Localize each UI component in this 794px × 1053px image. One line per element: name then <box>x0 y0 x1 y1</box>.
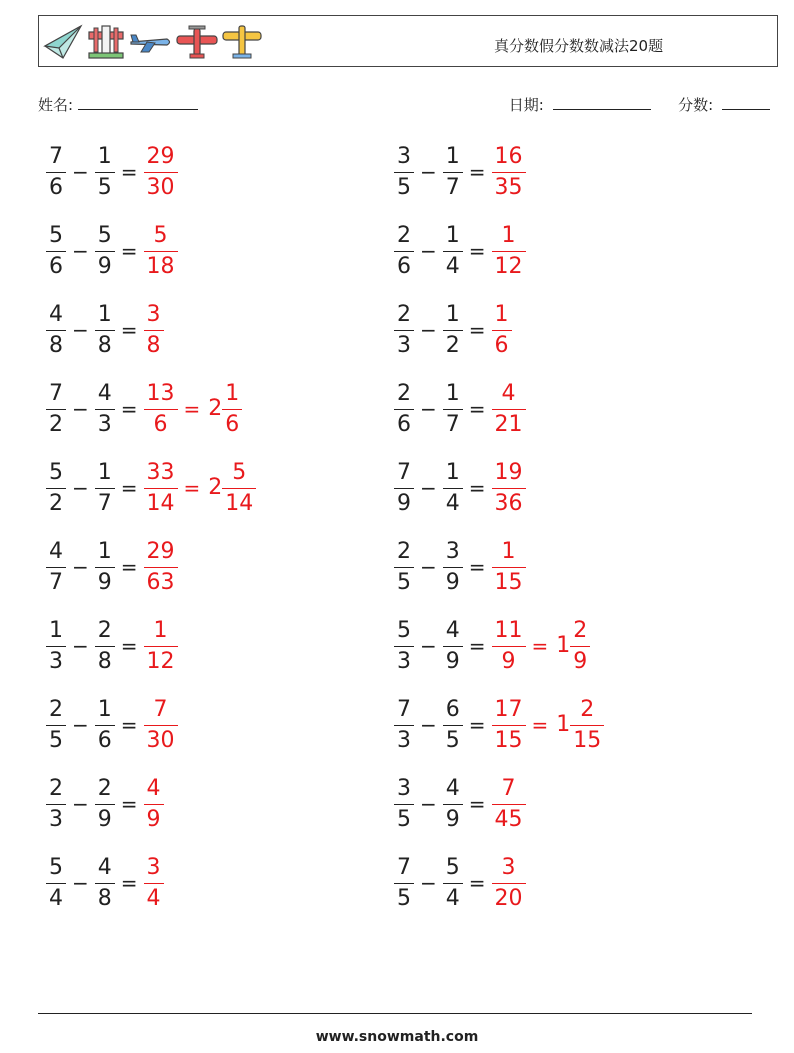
minuend-fraction <box>394 301 414 360</box>
subtrahend-fraction-numerator: 1 <box>445 460 460 485</box>
answer-fraction <box>492 538 526 597</box>
minuend-fraction-denominator: 6 <box>49 175 63 200</box>
subtrahend-fraction-denominator: 3 <box>97 412 112 437</box>
equals-sign: = <box>468 555 486 579</box>
minuend-fraction-denominator: 5 <box>397 807 411 832</box>
subtrahend-fraction <box>95 696 115 755</box>
subtrahend-fraction-numerator: 1 <box>97 144 112 169</box>
answer-fraction <box>144 459 178 518</box>
answer-fraction <box>144 854 164 913</box>
equals-sign: = <box>120 555 138 579</box>
subtrahend-fraction-numerator: 4 <box>445 618 460 643</box>
subtrahend-fraction <box>95 775 115 834</box>
subtrahend-fraction-denominator: 5 <box>97 175 112 200</box>
answer-fraction-denominator: 9 <box>146 807 161 832</box>
equals-sign: = <box>120 713 138 737</box>
minuend-fraction-denominator: 3 <box>397 728 411 753</box>
answer-fraction-numerator: 29 <box>146 539 175 564</box>
equals-sign: = <box>120 318 138 342</box>
answer-fraction-numerator: 4 <box>146 776 161 801</box>
minus-sign: − <box>72 318 89 342</box>
score-label: 分数: <box>678 96 714 114</box>
mixed-whole-number: 1 <box>556 633 571 658</box>
mixed-fraction-denominator: 9 <box>573 649 588 674</box>
answer-fraction <box>492 459 526 518</box>
answer-fraction-numerator: 7 <box>501 776 516 801</box>
answer-fraction-denominator: 12 <box>146 649 175 674</box>
answer-fraction-denominator: 6 <box>153 412 168 437</box>
minus-sign: − <box>420 318 437 342</box>
minuend-fraction-numerator: 2 <box>397 539 411 564</box>
answer-fraction <box>492 775 526 834</box>
minus-sign: − <box>72 792 89 816</box>
subtrahend-fraction-numerator: 6 <box>445 697 460 722</box>
problem-row <box>394 775 734 854</box>
minuend-fraction-numerator: 7 <box>49 144 63 169</box>
footer-divider <box>38 1013 752 1014</box>
problem-row <box>46 538 386 617</box>
minuend-fraction <box>394 538 414 597</box>
answer-fraction-numerator: 5 <box>153 223 168 248</box>
mixed-whole-number: 2 <box>208 396 223 421</box>
equals-sign: = <box>120 871 138 895</box>
answer-fraction <box>144 696 178 755</box>
mixed-fraction-numerator: 2 <box>573 618 588 643</box>
answer-fraction-denominator: 14 <box>146 491 175 516</box>
answer-fraction-numerator: 29 <box>146 144 175 169</box>
minuend-fraction-numerator: 7 <box>397 855 411 880</box>
minuend-fraction-denominator: 5 <box>397 570 411 595</box>
answer-fraction-denominator: 8 <box>146 333 161 358</box>
answer-fraction-numerator: 33 <box>146 460 175 485</box>
subtrahend-fraction <box>443 538 463 597</box>
mixed-fraction <box>570 696 604 755</box>
answer-fraction-numerator: 1 <box>153 618 168 643</box>
problem-column-left <box>46 143 386 933</box>
subtrahend-fraction-denominator: 4 <box>445 886 460 911</box>
answer-fraction-denominator: 30 <box>146 728 175 753</box>
problem-row <box>394 538 734 617</box>
problem-row <box>394 301 734 380</box>
subtrahend-fraction-denominator: 9 <box>97 807 112 832</box>
minuend-fraction <box>394 617 414 676</box>
minus-sign: − <box>72 634 89 658</box>
answer-fraction-denominator: 45 <box>494 807 523 832</box>
answer-fraction <box>492 301 512 360</box>
propeller-plane-icon <box>175 22 219 62</box>
minuend-fraction-denominator: 7 <box>49 570 63 595</box>
mixed-fraction-denominator: 15 <box>573 728 602 753</box>
problem-row <box>46 854 386 933</box>
minus-sign: − <box>420 634 437 658</box>
mixed-whole-number: 2 <box>208 475 223 500</box>
minus-sign: − <box>72 713 89 737</box>
answer-fraction <box>144 301 164 360</box>
subtrahend-fraction-numerator: 5 <box>445 855 460 880</box>
problem-row <box>394 696 734 775</box>
name-field <box>38 94 198 115</box>
answer-fraction <box>144 380 178 439</box>
subtrahend-fraction <box>95 459 115 518</box>
mixed-whole-number: 1 <box>556 712 571 737</box>
subtrahend-fraction <box>443 617 463 676</box>
subtrahend-fraction-denominator: 9 <box>97 570 112 595</box>
problem-row <box>46 617 386 696</box>
answer-fraction-denominator: 6 <box>494 333 509 358</box>
problem-row <box>46 222 386 301</box>
minus-sign: − <box>420 871 437 895</box>
minuend-fraction-denominator: 8 <box>49 333 63 358</box>
minus-sign: − <box>420 397 437 421</box>
minuend-fraction <box>394 380 414 439</box>
problem-row <box>394 143 734 222</box>
subtrahend-fraction <box>443 143 463 202</box>
minuend-fraction-numerator: 4 <box>49 302 63 327</box>
minuend-fraction-numerator: 5 <box>49 855 63 880</box>
subtrahend-fraction-numerator: 4 <box>97 855 112 880</box>
mixed-fraction-numerator: 2 <box>580 697 595 722</box>
subtrahend-fraction-denominator: 8 <box>97 333 112 358</box>
answer-fraction-numerator: 1 <box>501 539 516 564</box>
paper-plane-icon <box>43 22 83 62</box>
minuend-fraction <box>46 459 66 518</box>
answer-fraction <box>492 143 526 202</box>
subtrahend-fraction-denominator: 9 <box>445 570 460 595</box>
subtrahend-fraction-numerator: 1 <box>97 539 112 564</box>
minus-sign: − <box>72 160 89 184</box>
date-line[interactable] <box>553 95 651 110</box>
subtrahend-fraction-denominator: 2 <box>445 333 460 358</box>
minuend-fraction-denominator: 5 <box>397 886 411 911</box>
mixed-fraction-denominator: 6 <box>225 412 240 437</box>
answer-fraction-denominator: 15 <box>494 728 523 753</box>
minus-sign: − <box>420 239 437 263</box>
subtrahend-fraction-numerator: 1 <box>97 460 112 485</box>
subtrahend-fraction <box>443 222 463 281</box>
answer-fraction <box>144 143 178 202</box>
date-label: 日期: <box>508 96 544 114</box>
minuend-fraction <box>46 775 66 834</box>
mixed-fraction-numerator: 5 <box>232 460 247 485</box>
subtrahend-fraction <box>95 301 115 360</box>
minuend-fraction-denominator: 2 <box>49 491 63 516</box>
subtrahend-fraction-denominator: 7 <box>97 491 112 516</box>
footer-url: www.snowmath.com <box>315 1029 479 1045</box>
minuend-fraction <box>46 538 66 597</box>
equals-sign: = <box>468 160 486 184</box>
problem-column-right <box>394 143 734 933</box>
minuend-fraction-denominator: 6 <box>49 254 63 279</box>
minuend-fraction <box>46 222 66 281</box>
equals-sign: = <box>120 239 138 263</box>
problem-row <box>394 854 734 933</box>
subtrahend-fraction-denominator: 8 <box>97 886 112 911</box>
minuend-fraction-numerator: 3 <box>397 776 411 801</box>
subtrahend-fraction-denominator: 7 <box>445 175 460 200</box>
problem-row <box>46 301 386 380</box>
minuend-fraction <box>394 854 414 913</box>
minuend-fraction-denominator: 5 <box>49 728 63 753</box>
minuend-fraction-denominator: 3 <box>49 649 63 674</box>
subtrahend-fraction <box>443 696 463 755</box>
minus-sign: − <box>420 476 437 500</box>
answer-fraction-numerator: 3 <box>146 855 161 880</box>
subtrahend-fraction-denominator: 9 <box>97 254 112 279</box>
equals-sign: = <box>468 792 486 816</box>
minuend-fraction-numerator: 7 <box>397 460 411 485</box>
minuend-fraction <box>46 143 66 202</box>
minuend-fraction-denominator: 3 <box>49 807 63 832</box>
name-line[interactable] <box>78 95 198 110</box>
problem-row <box>46 775 386 854</box>
answer-fraction-denominator: 15 <box>494 570 523 595</box>
equals-sign: = <box>468 239 486 263</box>
answer-fraction-denominator: 63 <box>146 570 175 595</box>
answer-fraction-numerator: 1 <box>501 223 516 248</box>
answer-fraction-numerator: 4 <box>501 381 516 406</box>
minuend-fraction <box>46 854 66 913</box>
minuend-fraction <box>394 143 414 202</box>
subtrahend-fraction-numerator: 1 <box>97 302 112 327</box>
minuend-fraction-numerator: 5 <box>397 618 411 643</box>
answer-fraction-denominator: 36 <box>494 491 523 516</box>
minuend-fraction-numerator: 5 <box>49 223 63 248</box>
date-score-fields <box>505 94 770 115</box>
answer-fraction-numerator: 1 <box>494 302 509 327</box>
subtrahend-fraction <box>95 380 115 439</box>
mixed-equals-sign: = <box>531 713 549 737</box>
mixed-fraction-numerator: 1 <box>225 381 240 406</box>
minuend-fraction-numerator: 5 <box>49 460 63 485</box>
subtrahend-fraction-numerator: 1 <box>445 302 460 327</box>
score-line[interactable] <box>722 95 770 110</box>
subtrahend-fraction-denominator: 5 <box>445 728 460 753</box>
subtrahend-fraction-numerator: 5 <box>97 223 112 248</box>
minuend-fraction-numerator: 1 <box>49 618 63 643</box>
minus-sign: − <box>72 871 89 895</box>
minuend-fraction-denominator: 3 <box>397 333 411 358</box>
minuend-fraction-numerator: 2 <box>49 697 63 722</box>
equals-sign: = <box>468 634 486 658</box>
answer-fraction <box>492 696 526 755</box>
minus-sign: − <box>72 239 89 263</box>
minuend-fraction <box>394 459 414 518</box>
minuend-fraction-numerator: 7 <box>397 697 411 722</box>
equals-sign: = <box>120 397 138 421</box>
problem-row <box>394 222 734 301</box>
equals-sign: = <box>120 476 138 500</box>
answer-fraction-numerator: 16 <box>494 144 523 169</box>
subtrahend-fraction-numerator: 2 <box>97 776 112 801</box>
minuend-fraction-denominator: 2 <box>49 412 63 437</box>
subtrahend-fraction-numerator: 1 <box>445 144 460 169</box>
answer-fraction <box>492 222 526 281</box>
minuend-fraction-denominator: 3 <box>397 649 411 674</box>
answer-fraction <box>144 775 164 834</box>
answer-fraction-numerator: 3 <box>501 855 516 880</box>
subtrahend-fraction <box>443 301 463 360</box>
minuend-fraction-numerator: 4 <box>49 539 63 564</box>
problem-row <box>46 380 386 459</box>
minuend-fraction-denominator: 6 <box>397 254 411 279</box>
subtrahend-fraction-denominator: 8 <box>97 649 112 674</box>
equals-sign: = <box>468 318 486 342</box>
subtrahend-fraction <box>443 854 463 913</box>
answer-fraction-numerator: 7 <box>153 697 168 722</box>
problem-row <box>46 459 386 538</box>
subtrahend-fraction <box>95 143 115 202</box>
minus-sign: − <box>72 397 89 421</box>
minuend-fraction-numerator: 2 <box>397 381 411 406</box>
header-box <box>38 15 778 67</box>
minus-sign: − <box>420 160 437 184</box>
subtrahend-fraction <box>95 854 115 913</box>
answer-fraction-numerator: 13 <box>146 381 175 406</box>
minus-sign: − <box>72 555 89 579</box>
mixed-fraction <box>570 617 590 676</box>
minuend-fraction <box>394 696 414 755</box>
minuend-fraction <box>46 617 66 676</box>
subtrahend-fraction-numerator: 2 <box>97 618 112 643</box>
equals-sign: = <box>120 792 138 816</box>
subtrahend-fraction-numerator: 1 <box>445 223 460 248</box>
subtrahend-fraction-denominator: 9 <box>445 807 460 832</box>
minuend-fraction <box>46 301 66 360</box>
answer-fraction-denominator: 30 <box>146 175 175 200</box>
subtrahend-fraction <box>443 775 463 834</box>
minuend-fraction <box>46 380 66 439</box>
minuend-fraction <box>394 775 414 834</box>
answer-fraction-denominator: 35 <box>494 175 523 200</box>
name-label: 姓名: <box>38 96 74 114</box>
subtrahend-fraction-numerator: 1 <box>97 697 112 722</box>
minuend-fraction-numerator: 2 <box>49 776 63 801</box>
biplane-icon <box>221 22 263 62</box>
minus-sign: − <box>72 476 89 500</box>
worksheet-title: 真分数假分数数减法20题 <box>494 37 664 55</box>
minuend-fraction-numerator: 2 <box>397 223 411 248</box>
mixed-equals-sign: = <box>183 476 201 500</box>
problem-row <box>394 617 734 696</box>
subtrahend-fraction-numerator: 4 <box>445 776 460 801</box>
minuend-fraction-denominator: 5 <box>397 175 411 200</box>
minuend-fraction-denominator: 4 <box>49 886 63 911</box>
problem-row <box>46 143 386 222</box>
answer-fraction-numerator: 17 <box>494 697 523 722</box>
answer-fraction-denominator: 20 <box>494 886 523 911</box>
problem-row <box>394 459 734 538</box>
answer-fraction <box>144 538 178 597</box>
subtrahend-fraction-denominator: 6 <box>97 728 112 753</box>
minuend-fraction-denominator: 9 <box>397 491 411 516</box>
answer-fraction-numerator: 11 <box>494 618 523 643</box>
minuend-fraction-denominator: 6 <box>397 412 411 437</box>
minuend-fraction-numerator: 3 <box>397 144 411 169</box>
minus-sign: − <box>420 792 437 816</box>
subtrahend-fraction <box>443 459 463 518</box>
equals-sign: = <box>120 634 138 658</box>
minuend-fraction-numerator: 7 <box>49 381 63 406</box>
answer-fraction <box>492 854 526 913</box>
mixed-fraction-denominator: 14 <box>225 491 254 516</box>
answer-fraction-denominator: 18 <box>146 254 175 279</box>
equals-sign: = <box>120 160 138 184</box>
mixed-fraction <box>222 459 256 518</box>
answer-fraction <box>144 222 178 281</box>
mixed-fraction <box>222 380 242 439</box>
subtrahend-fraction-denominator: 4 <box>445 491 460 516</box>
subtrahend-fraction <box>95 538 115 597</box>
answer-fraction <box>144 617 178 676</box>
minuend-fraction <box>46 696 66 755</box>
seaplane-icon <box>85 22 127 62</box>
answer-fraction-denominator: 4 <box>146 886 161 911</box>
problem-row <box>394 380 734 459</box>
subtrahend-fraction-denominator: 4 <box>445 254 460 279</box>
subtrahend-fraction-denominator: 7 <box>445 412 460 437</box>
answer-fraction-numerator: 3 <box>146 302 161 327</box>
minuend-fraction <box>394 222 414 281</box>
equals-sign: = <box>468 397 486 421</box>
answer-fraction <box>492 617 526 676</box>
answer-fraction-denominator: 12 <box>494 254 523 279</box>
problem-row <box>46 696 386 775</box>
equals-sign: = <box>468 476 486 500</box>
answer-fraction-denominator: 9 <box>501 649 516 674</box>
equals-sign: = <box>468 871 486 895</box>
answer-fraction-denominator: 21 <box>494 412 523 437</box>
answer-fraction-numerator: 19 <box>494 460 523 485</box>
mixed-equals-sign: = <box>531 634 549 658</box>
minus-sign: − <box>420 713 437 737</box>
subtrahend-fraction <box>95 617 115 676</box>
subtrahend-fraction-denominator: 9 <box>445 649 460 674</box>
minuend-fraction-numerator: 2 <box>397 302 411 327</box>
subtrahend-fraction <box>443 380 463 439</box>
subtrahend-fraction-numerator: 1 <box>445 381 460 406</box>
mixed-equals-sign: = <box>183 397 201 421</box>
minus-sign: − <box>420 555 437 579</box>
subtrahend-fraction-numerator: 3 <box>445 539 460 564</box>
answer-fraction <box>492 380 526 439</box>
equals-sign: = <box>468 713 486 737</box>
subtrahend-fraction-numerator: 4 <box>97 381 112 406</box>
subtrahend-fraction <box>95 222 115 281</box>
icon-strip <box>43 22 263 62</box>
jet-plane-icon <box>129 22 173 62</box>
